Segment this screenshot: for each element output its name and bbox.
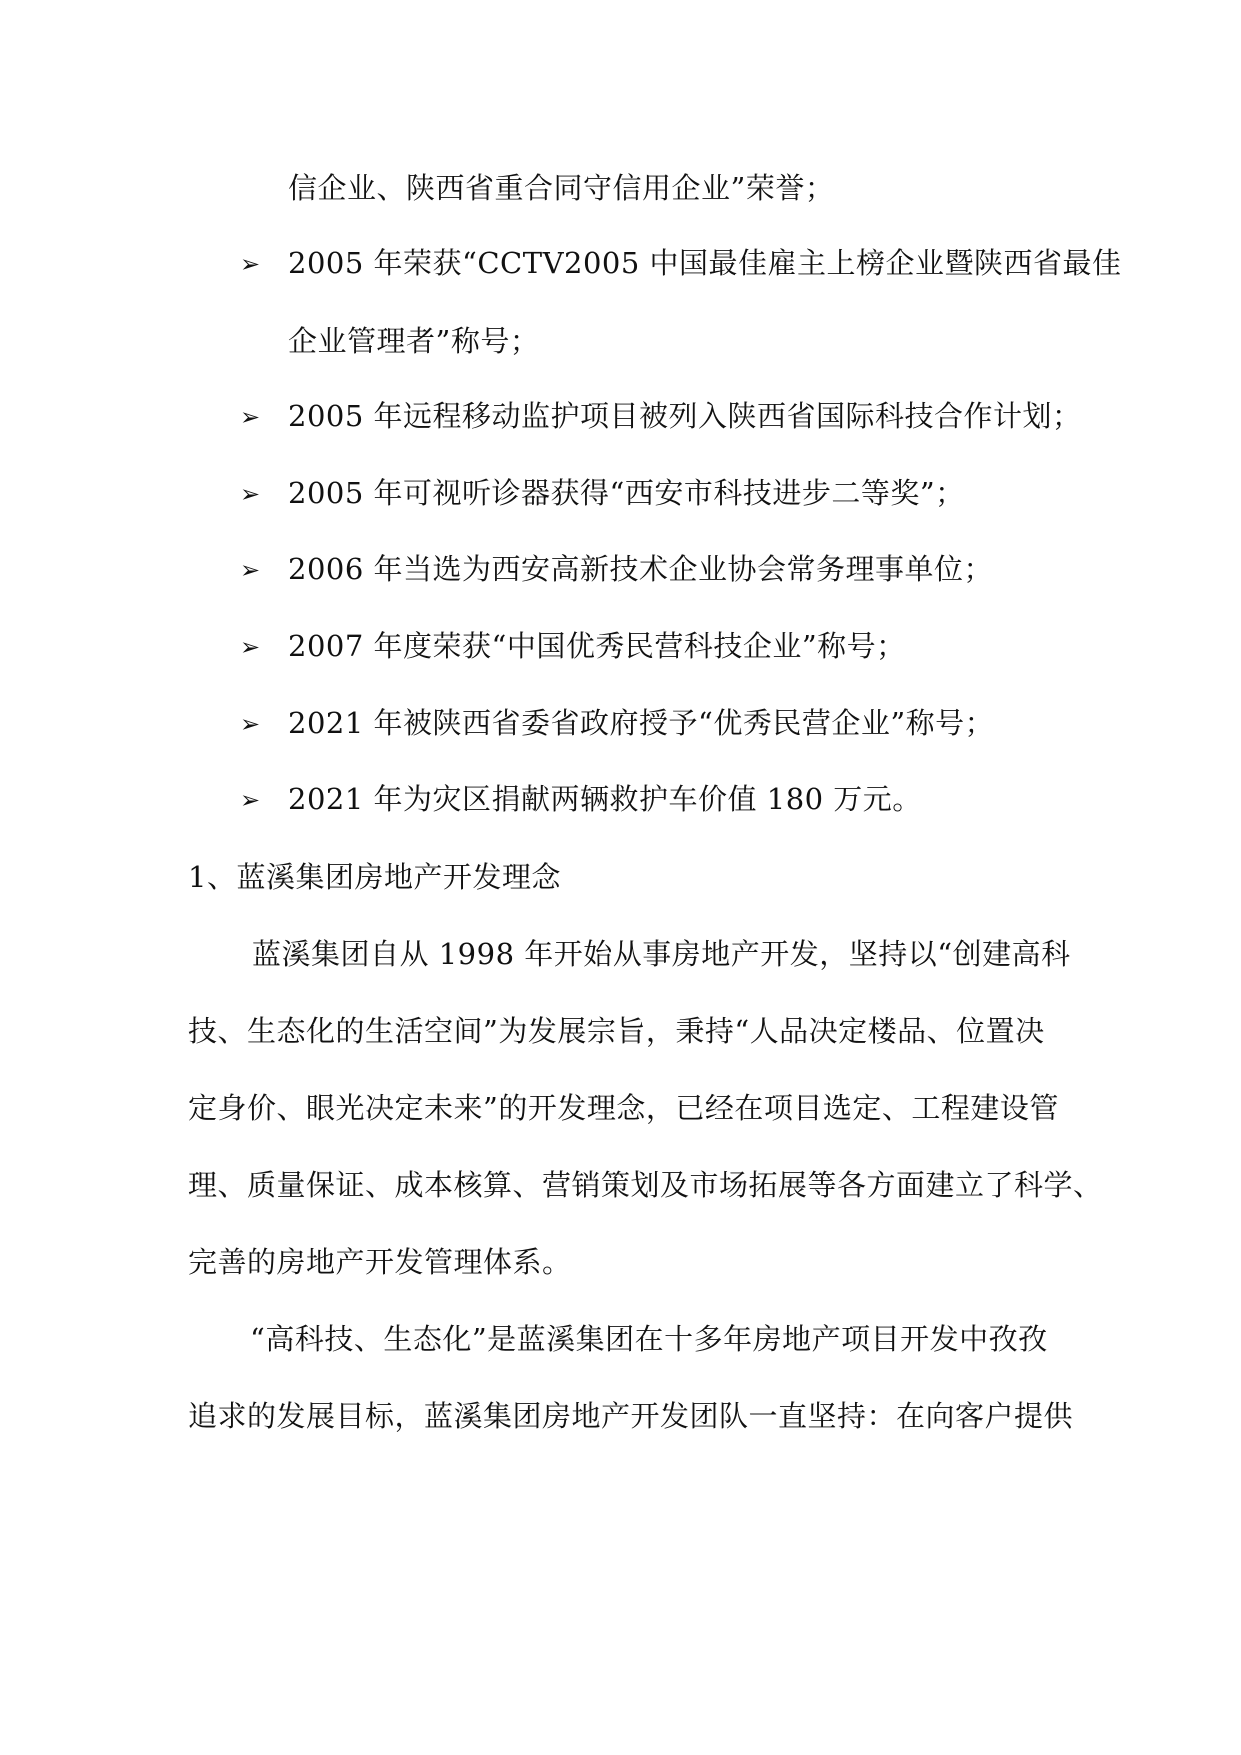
paragraph-line: 定身价、眼光决定未来”的开发理念，已经在项目选定、工程建设管 [188,1091,1059,1125]
bullet-item-text: 2006 年当选为西安高新技术企业协会常务理事单位； [288,552,994,586]
paragraph-line: 追求的发展目标，蓝溪集团房地产开发团队一直坚持：在向客户提供 [188,1399,1074,1433]
arrow-bullet-icon: ➢ [240,786,261,814]
bullet-item-text: 企业管理者”称号； [288,324,540,358]
arrow-bullet-icon: ➢ [240,633,261,661]
arrow-bullet-icon: ➢ [240,480,261,508]
bullet-item-text: 2005 年荣获“CCTV2005 中国最佳雇主上榜企业暨陕西省最佳 [288,246,1122,280]
bullet-item-text: 2021 年被陕西省委省政府授予“优秀民营企业”称号； [288,706,995,740]
arrow-bullet-icon: ➢ [240,403,261,431]
bullet-item-text: 2021 年为灾区捐献两辆救护车价值 180 万元。 [288,782,922,816]
bullet-item-text: 2007 年度荣获“中国优秀民营科技企业”称号； [288,629,906,663]
paragraph-line: 技、生态化的生活空间”为发展宗旨，秉持“人品决定楼品、位置决 [188,1014,1045,1048]
bullet-continuation-line: 信企业、陕西省重合同守信用企业”荣誉； [288,171,835,205]
arrow-bullet-icon: ➢ [240,556,261,584]
paragraph-line: 理、质量保证、成本核算、营销策划及市场拓展等各方面建立了科学、 [188,1168,1103,1202]
bullet-item-text: 2005 年可视听诊器获得“西安市科技进步二等奖”； [288,476,965,510]
paragraph-line: 完善的房地产开发管理体系。 [188,1245,572,1279]
bullet-item-text: 2005 年远程移动监护项目被列入陕西省国际科技合作计划； [288,399,1082,433]
paragraph-line: 蓝溪集团自从 1998 年开始从事房地产开发，坚持以“创建高科 [252,937,1071,971]
arrow-bullet-icon: ➢ [240,710,261,738]
section-heading: 1、蓝溪集团房地产开发理念 [188,860,561,894]
arrow-bullet-icon: ➢ [240,250,261,278]
paragraph-line: “高科技、生态化”是蓝溪集团在十多年房地产项目开发中孜孜 [250,1322,1048,1356]
